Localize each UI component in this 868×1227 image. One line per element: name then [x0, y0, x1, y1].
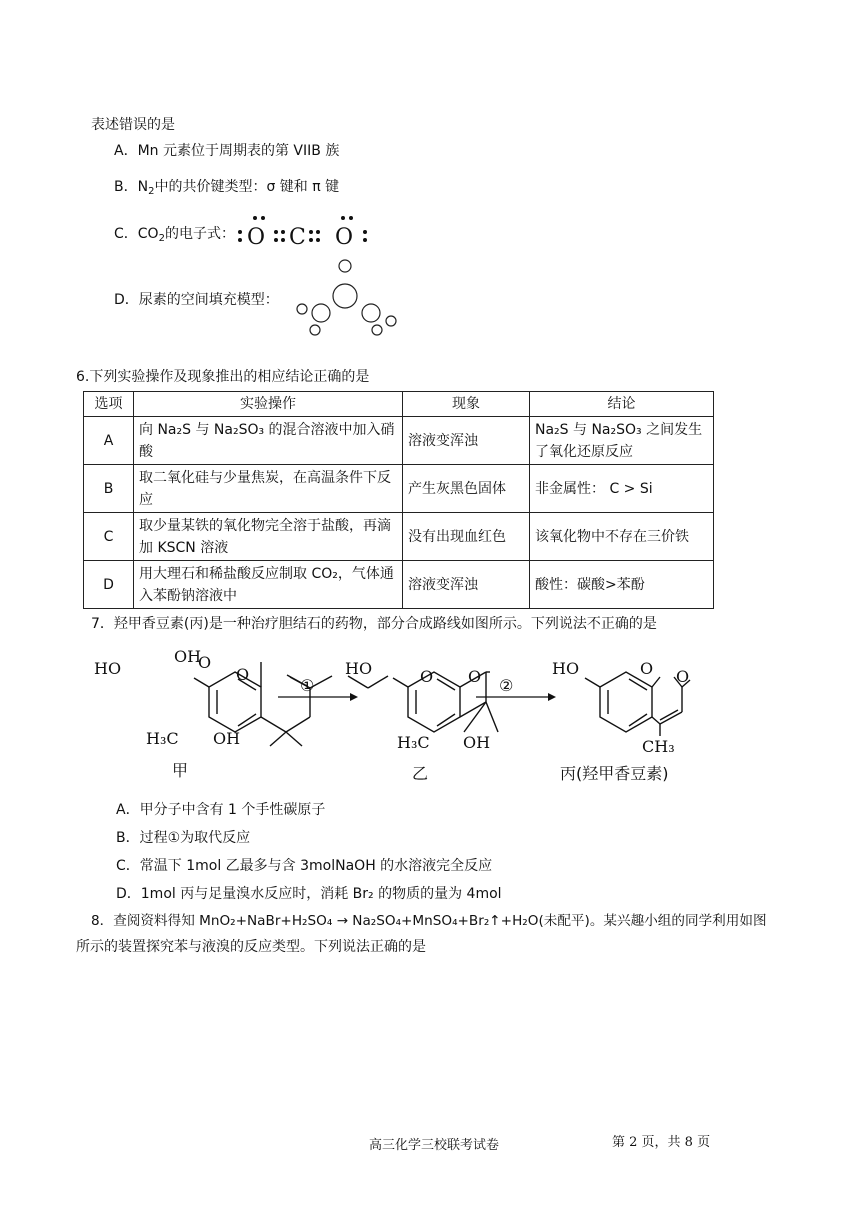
bing-atom-ho: HO: [552, 659, 580, 678]
urea-space-filling-model: [288, 256, 403, 344]
co2-atom-o2: O: [335, 225, 354, 248]
q5-option-d: D．尿素的空间填充模型：: [114, 292, 279, 308]
q6-header-operation: 实验操作: [134, 392, 403, 417]
q6-cell-conclusion: 非金属性： C > Si: [530, 465, 714, 513]
yi-atom-o-ring: O: [420, 667, 434, 686]
footer-title: 高三化学三校联考试卷: [369, 1138, 500, 1153]
q5-option-a: A．Mn 元素位于周期表的第 VIIB 族: [114, 143, 340, 159]
q6-header-row: [84, 392, 714, 417]
yi-atom-ho: HO: [345, 659, 373, 678]
bing-atom-o-ring: O: [640, 659, 654, 678]
reaction-arrow-1: [278, 690, 358, 704]
yi-atom-o-carbonyl: O: [468, 667, 482, 686]
q7-stem: 7．羟甲香豆素(丙)是一种治疗胆结石的药物，部分合成路线如图所示。下列说法不正确的是: [91, 616, 657, 632]
q8-stem-line1: 8．查阅资料得知 MnO₂+NaBr+H₂SO₄ → Na₂SO₄+MnSO₄+Br₂↑+H₂O(未配平)。某兴趣小组的同学利用如图: [91, 913, 767, 929]
reaction-step-2-label: ②: [499, 676, 514, 695]
q5-option-c: [114, 224, 235, 244]
q6-stem: 6.下列实验操作及现象推出的相应结论正确的是: [76, 369, 370, 385]
q6-header-phenomenon: 现象: [403, 392, 530, 417]
q6-cell-conclusion: Na₂S 与 Na₂SO₃ 之间发生了氧化还原反应: [530, 417, 714, 465]
jia-atom-h3c: H₃C: [146, 729, 179, 748]
q6-cell-phenomenon: 产生灰黑色固体: [403, 465, 530, 513]
q8-stem-line2: 所示的装置探究苯与液溴的反应类型。下列说法正确的是: [76, 939, 426, 955]
q7-option-d: D．1mol 丙与足量溴水反应时，消耗 Br₂ 的物质的量为 4mol: [116, 886, 502, 902]
footer-page-number: 第 2 页，共 8 页: [612, 1135, 711, 1150]
q5-option-c-sub: 2: [158, 233, 165, 244]
q6-cell-option: A: [84, 417, 134, 465]
jia-atom-o-ester: O: [236, 665, 250, 684]
q5-option-b-post: 中的共价键类型：σ 键和 π 键: [154, 179, 340, 195]
co2-atom-c: C: [289, 225, 306, 248]
table-row: [84, 417, 714, 465]
co2-electron-formula: [235, 212, 370, 248]
yi-atom-oh: OH: [463, 733, 491, 752]
table-row: [84, 513, 714, 561]
q6-cell-phenomenon: 溶液变浑浊: [403, 417, 530, 465]
q6-table: [83, 391, 714, 609]
q5-option-b-sub: 2: [148, 186, 155, 197]
compound-yi-label: 乙: [412, 764, 429, 783]
jia-atom-o-carbonyl: O: [198, 653, 212, 672]
q5-option-b-pre: B．N: [114, 179, 149, 195]
q6-cell-option: B: [84, 465, 134, 513]
co2-atom-o1: O: [247, 225, 266, 248]
q6-cell-option: D: [84, 561, 134, 609]
q7-option-b: B．过程①为取代反应: [116, 830, 251, 846]
jia-atom-oh-bottom: OH: [213, 729, 241, 748]
q6-cell-option: C: [84, 513, 134, 561]
reaction-arrow-2: [476, 690, 556, 704]
q5-option-c-post: 的电子式：: [164, 226, 235, 242]
q6-cell-operation: 向 Na₂S 与 Na₂SO₃ 的混合溶液中加入硝酸: [134, 417, 403, 465]
q6-cell-conclusion: 该氧化物中不存在三价铁: [530, 513, 714, 561]
q6-cell-conclusion: 酸性：碳酸>苯酚: [530, 561, 714, 609]
q6-cell-phenomenon: 溶液变浑浊: [403, 561, 530, 609]
q6-cell-operation: 取少量某铁的氧化物完全溶于盐酸，再滴加 KSCN 溶液: [134, 513, 403, 561]
jia-atom-oh-top: OH: [174, 647, 202, 666]
compound-jia-label: 甲: [172, 761, 189, 780]
bing-atom-ch3: CH₃: [642, 737, 675, 756]
bing-atom-o-carbonyl: O: [676, 667, 690, 686]
q5-stem-end: 表述错误的是: [91, 117, 175, 133]
q7-option-c: C．常温下 1mol 乙最多与含 3molNaOH 的水溶液完全反应: [116, 858, 493, 874]
q5-option-c-pre: C．CO: [114, 226, 159, 242]
jia-atom-ho: HO: [94, 659, 122, 678]
q6-header-conclusion: 结论: [530, 392, 714, 417]
q6-cell-phenomenon: 没有出现血红色: [403, 513, 530, 561]
q6-header-option: 选项: [84, 392, 134, 417]
q6-cell-operation: 用大理石和稀盐酸反应制取 CO₂，气体通入苯酚钠溶液中: [134, 561, 403, 609]
q7-option-a: A．甲分子中含有 1 个手性碳原子: [116, 802, 326, 818]
q5-option-b: [114, 177, 339, 197]
compound-bing-label: 丙(羟甲香豆素): [560, 764, 669, 783]
table-row: [84, 561, 714, 609]
yi-atom-h3c: H₃C: [397, 733, 430, 752]
table-row: [84, 465, 714, 513]
reaction-step-1-label: ①: [300, 676, 315, 695]
q6-cell-operation: 取二氧化硅与少量焦炭，在高温条件下反应: [134, 465, 403, 513]
